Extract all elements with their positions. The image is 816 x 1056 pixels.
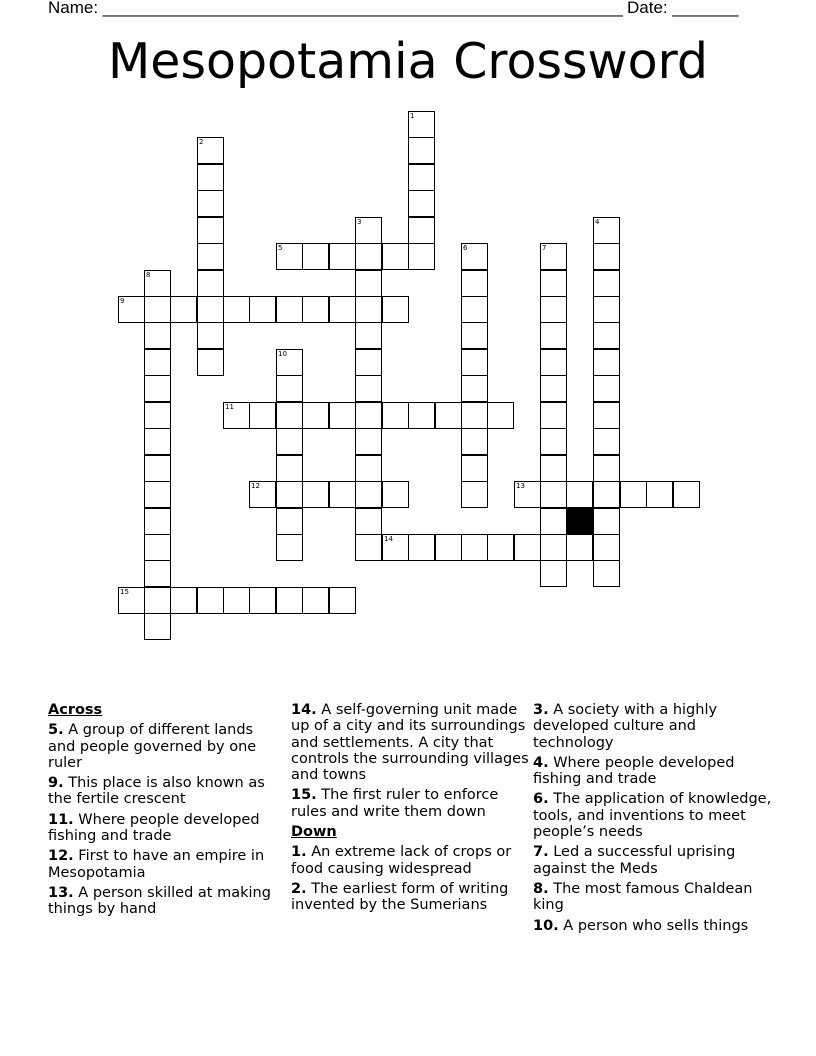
grid-cell[interactable]	[144, 508, 171, 535]
clue-down-10: 10. A person who sells things	[533, 917, 749, 934]
grid-cell[interactable]	[593, 402, 620, 429]
grid-cell[interactable]	[461, 375, 488, 402]
grid-number: 5	[278, 244, 283, 252]
grid-cell[interactable]	[593, 534, 620, 561]
across-heading: Across	[48, 702, 103, 718]
grid-cell[interactable]	[144, 560, 171, 587]
grid-cell[interactable]	[540, 296, 567, 323]
grid-cell[interactable]	[593, 455, 620, 482]
grid-cell[interactable]	[408, 190, 435, 217]
grid-cell[interactable]	[329, 587, 356, 614]
name-field-line: Name: _______________________________________________________	[48, 0, 623, 17]
grid-cell[interactable]	[593, 560, 620, 587]
grid-cell[interactable]	[355, 270, 382, 297]
grid-cell[interactable]	[355, 322, 382, 349]
grid-cell[interactable]	[408, 243, 435, 270]
grid-cell[interactable]	[355, 534, 382, 561]
clue-down-7: 7. Led a successful uprising against the Meds	[533, 844, 736, 877]
grid-cell[interactable]	[355, 402, 382, 429]
grid-cell[interactable]	[540, 375, 567, 402]
grid-cell[interactable]	[540, 428, 567, 455]
grid-cell[interactable]	[144, 587, 171, 614]
grid-number: 7	[542, 244, 547, 252]
grid-cell[interactable]	[302, 402, 329, 429]
grid-cell[interactable]	[223, 296, 250, 323]
grid-cell[interactable]	[144, 296, 171, 323]
grid-cell[interactable]	[382, 243, 409, 270]
grid-cell[interactable]	[593, 270, 620, 297]
grid-cell[interactable]	[540, 402, 567, 429]
clue-across-9: 9. This place is also known as the fertile crescent	[48, 775, 265, 808]
grid-cell[interactable]	[144, 402, 171, 429]
grid-cell[interactable]	[355, 243, 382, 270]
grid-cell[interactable]	[540, 534, 567, 561]
grid-cell[interactable]	[329, 481, 356, 508]
grid-cell[interactable]	[382, 402, 409, 429]
grid-cell[interactable]	[170, 587, 197, 614]
grid-cell[interactable]	[461, 322, 488, 349]
grid-cell[interactable]	[223, 587, 250, 614]
grid-cell[interactable]	[593, 481, 620, 508]
grid-cell[interactable]	[197, 217, 224, 244]
date-field-line: Date: _______	[627, 0, 739, 17]
grid-cell[interactable]	[540, 560, 567, 587]
grid-cell[interactable]	[197, 190, 224, 217]
grid-number: 12	[251, 482, 260, 490]
grid-block	[566, 508, 593, 535]
grid-cell[interactable]	[566, 481, 593, 508]
grid-cell[interactable]	[646, 481, 673, 508]
grid-cell[interactable]	[144, 455, 171, 482]
grid-cell[interactable]	[197, 349, 224, 376]
grid-cell[interactable]	[329, 296, 356, 323]
clue-across-15: 15. The first ruler to enforce rules and write them down	[291, 787, 499, 820]
grid-cell[interactable]	[461, 428, 488, 455]
grid-cell[interactable]	[144, 481, 171, 508]
grid-cell[interactable]	[249, 296, 276, 323]
grid-cell[interactable]	[461, 402, 488, 429]
grid-cell[interactable]	[408, 137, 435, 164]
grid-cell[interactable]	[276, 375, 303, 402]
grid-cell[interactable]	[593, 428, 620, 455]
grid-cell[interactable]	[593, 296, 620, 323]
grid-cell[interactable]	[461, 349, 488, 376]
clue-down-2: 2. The earliest form of writing invented by the Sumerians	[291, 880, 509, 914]
grid-cell[interactable]	[276, 587, 303, 614]
grid-cell[interactable]	[276, 455, 303, 482]
grid-cell[interactable]	[593, 508, 620, 535]
grid-cell[interactable]	[408, 164, 435, 191]
grid-number: 3	[357, 218, 362, 226]
grid-cell[interactable]	[329, 402, 356, 429]
grid-cell[interactable]	[461, 534, 488, 561]
grid-cell[interactable]	[276, 402, 303, 429]
grid-cell[interactable]	[197, 270, 224, 297]
grid-cell[interactable]	[197, 164, 224, 191]
grid-cell[interactable]	[540, 455, 567, 482]
grid-cell[interactable]	[302, 481, 329, 508]
grid-cell[interactable]	[355, 455, 382, 482]
grid-cell[interactable]	[249, 587, 276, 614]
clue-down-8: 8. The most famous Chaldean king	[533, 880, 753, 914]
grid-number: 13	[516, 482, 525, 490]
grid-number: 14	[384, 535, 393, 543]
grid-cell[interactable]	[329, 243, 356, 270]
clue-down-4: 4. Where people developed fishing and trade	[533, 754, 735, 788]
grid-cell[interactable]	[408, 534, 435, 561]
grid-cell[interactable]	[540, 481, 567, 508]
grid-cell[interactable]	[673, 481, 700, 508]
grid-number: 11	[225, 403, 234, 411]
grid-cell[interactable]	[540, 270, 567, 297]
grid-cell[interactable]	[302, 587, 329, 614]
grid-cell[interactable]	[408, 402, 435, 429]
clue-across-14: 14. A self-governing unit made up of a city and its surroundings and settlements. A city that controls the surrounding villages and towns	[291, 702, 529, 784]
grid-number: 4	[595, 218, 600, 226]
grid-cell[interactable]	[435, 402, 462, 429]
grid-cell[interactable]	[197, 296, 224, 323]
grid-cell[interactable]	[276, 508, 303, 535]
grid-cell[interactable]	[355, 375, 382, 402]
grid-cell[interactable]	[593, 243, 620, 270]
grid-cell[interactable]	[276, 296, 303, 323]
grid-number: 1	[410, 112, 415, 120]
grid-cell[interactable]	[276, 428, 303, 455]
clue-down-3: 3. A society with a highly developed culture and technology	[533, 702, 718, 751]
grid-cell[interactable]	[540, 508, 567, 535]
grid-cell[interactable]	[144, 534, 171, 561]
grid-cell[interactable]	[540, 349, 567, 376]
grid-cell[interactable]	[276, 481, 303, 508]
grid-cell[interactable]	[355, 508, 382, 535]
grid-cell[interactable]	[144, 349, 171, 376]
grid-cell[interactable]	[461, 296, 488, 323]
grid-cell[interactable]	[461, 481, 488, 508]
grid-cell[interactable]	[382, 481, 409, 508]
grid-number: 9	[120, 297, 125, 305]
grid-cell[interactable]	[487, 534, 514, 561]
grid-cell[interactable]	[197, 243, 224, 270]
page-title: Mesopotamia Crossword	[108, 33, 708, 90]
grid-number: 8	[146, 271, 151, 279]
clue-across-13: 13. A person skilled at making things by hand	[48, 884, 271, 918]
grid-cell[interactable]	[514, 534, 541, 561]
grid-cell[interactable]	[355, 349, 382, 376]
grid-cell[interactable]	[435, 534, 462, 561]
grid-cell[interactable]	[144, 375, 171, 402]
grid-cell[interactable]	[355, 296, 382, 323]
grid-cell[interactable]	[355, 428, 382, 455]
grid-cell[interactable]	[144, 428, 171, 455]
grid-cell[interactable]	[540, 322, 567, 349]
grid-cell[interactable]	[144, 613, 171, 640]
grid-cell[interactable]	[593, 322, 620, 349]
grid-cell[interactable]	[593, 375, 620, 402]
grid-number: 10	[278, 350, 287, 358]
clue-down-6: 6. The application of knowledge, tools, and inventions to meet people’s needs	[533, 791, 772, 841]
clue-across-11: 11. Where people developed fishing and trade	[48, 811, 260, 845]
grid-cell[interactable]	[408, 217, 435, 244]
grid-cell[interactable]	[197, 587, 224, 614]
clues-column-1	[48, 702, 283, 922]
clue-down-1: 1. An extreme lack of crops or food causing widespread	[291, 844, 512, 877]
grid-number: 15	[120, 588, 129, 596]
clues-column-2	[291, 702, 529, 918]
grid-cell[interactable]	[170, 296, 197, 323]
clue-across-5: 5. A group of different lands and people governed by one ruler	[48, 722, 257, 771]
grid-cell[interactable]	[144, 322, 171, 349]
grid-cell[interactable]	[355, 481, 382, 508]
grid-cell[interactable]	[620, 481, 647, 508]
clues-column-3	[533, 702, 773, 938]
grid-cell[interactable]	[302, 243, 329, 270]
grid-cell[interactable]	[566, 534, 593, 561]
grid-number: 6	[463, 244, 468, 252]
grid-cell[interactable]	[382, 296, 409, 323]
grid-cell[interactable]	[461, 455, 488, 482]
down-heading: Down	[291, 824, 337, 841]
grid-cell[interactable]	[197, 322, 224, 349]
grid-cell[interactable]	[593, 349, 620, 376]
grid-cell[interactable]	[276, 534, 303, 561]
grid-cell[interactable]	[461, 270, 488, 297]
grid-cell[interactable]	[302, 296, 329, 323]
grid-cell[interactable]	[249, 402, 276, 429]
grid-cell[interactable]	[487, 402, 514, 429]
clue-across-12: 12. First to have an empire in Mesopotamia	[48, 848, 265, 881]
grid-number: 2	[199, 138, 204, 146]
